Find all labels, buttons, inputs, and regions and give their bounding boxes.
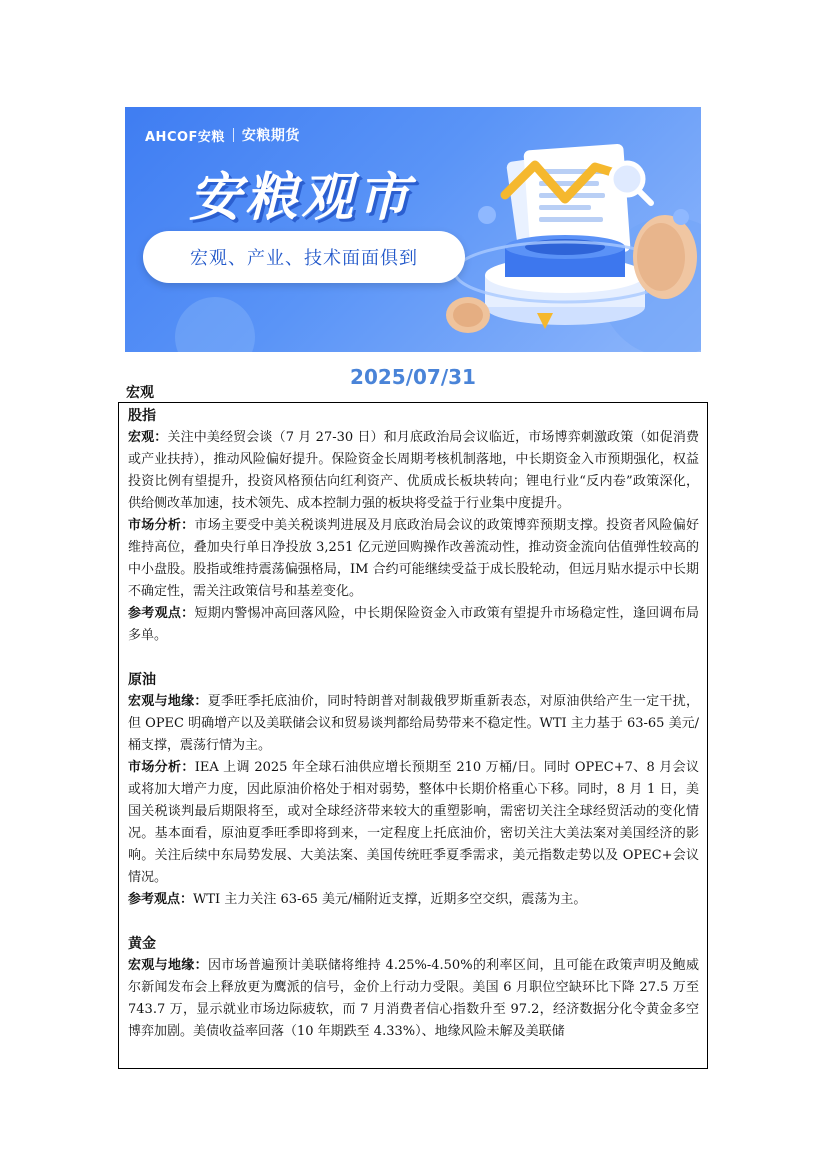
logo-text: AHCOF安粮 (145, 129, 225, 145)
paragraph-label: 市场分析： (128, 518, 195, 533)
paragraph (128, 691, 699, 757)
header-banner (125, 107, 701, 352)
banner-title: 安粮观市 (189, 168, 414, 228)
block-spacer (128, 911, 699, 933)
paragraph-label: 市场分析： (128, 760, 195, 775)
block-spacer (128, 647, 699, 669)
paragraph-text: 短期内警惕冲高回落风险，中长期保险资金入市政策有望提升市场稳定性，逢回调布局多单。 (128, 606, 699, 643)
banner-subtitle: 宏观、产业、技术面面俱到 (143, 231, 465, 283)
paragraph-text: 市场主要受中美关税谈判进展及月底政治局会议的政策博弈预期支撑。投资者风险偏好维持高位，叠加央行单日净投放 3,251 亿元逆回购操作改善流动性，推动资金流向估值弹性较高的中小盘股。股指或维持震荡偏强格局，IM 合约可能继续受益于成长股轮动，但远月贴水提示中长期不确定性，需关注政策信号和基差变化。 (128, 518, 699, 599)
paragraph-text: IEA 上调 2025 年全球石油供应增长预期至 210 万桶/日。同时 OPEC+7、8 月会议或将加大增产力度，因此原油价格处于相对弱势，整体中长期价格重心下移。同时，8 月 1 日，美国关税谈判最后期限将至，或对全球经济带来较大的重塑影响，需密切关注全球经贸活动的变化情况。基本面看，原油夏季旺季即将到来，一定程度上托底油价，密切关注大美法案对美国经济的影响。关注后续中东局势发展、大美法案、美国传统旺季夏季需求，美元指数走势以及 OPEC+会议情况。 (128, 760, 699, 885)
paragraph (128, 515, 699, 603)
section-title: 宏观 (126, 385, 154, 401)
block-heading: 黄金 (128, 936, 156, 952)
paragraph (128, 955, 699, 1043)
logo-divider (233, 128, 234, 142)
paragraph (128, 757, 699, 889)
block-heading: 股指 (128, 408, 156, 424)
paragraph-text: 关注中美经贸会谈（7 月 27-30 日）和月底政治局会议临近，市场博弈刺激政策（如促消费或产业扶持），推动风险偏好提升。保险资金长周期考核机制落地，中长期资金入市预期强化，权益投资比例有望提升，投资风格预估向红利资产、优质成长板块转向；锂电行业“反内卷”政策深化，供给侧改革加速，技术领先、成本控制力强的板块将受益于行业集中度提升。 (128, 430, 699, 511)
paragraph (128, 603, 699, 647)
paragraph-label: 宏观与地缘： (128, 694, 208, 709)
paragraph-text: 夏季旺季托底油价，同时特朗普对制裁俄罗斯重新表态，对原油供给产生一定干扰，但 OPEC 明确增产以及美联储会议和贸易谈判都给局势带来不稳定性。WTI 主力基于 63-65 美元/桶支撑，震荡行情为主。 (128, 694, 699, 753)
company-logo (145, 125, 300, 145)
paragraph-text: 因市场普遍预计美联储将维持 4.25%-4.50%的利率区间，且可能在政策声明及鲍威尔新闻发布会上释放更为鹰派的信号，金价上行动力受限。美国 6 月职位空缺环比下降 27.5 万至 743.7 万，显示就业市场边际疲软，而 7 月消费者信心指数升至 97.2，经济数据分化令黄金多空博弈加剧。美债收益率回落（10 年期跌至 4.33%）、地缘风险未解及美联储 (128, 958, 699, 1039)
paragraph-label: 宏观与地缘： (128, 958, 208, 973)
block-heading: 原油 (128, 672, 156, 688)
paragraph (128, 427, 699, 515)
report-date: 2025/07/31 (350, 365, 476, 389)
paragraph-label: 宏观： (128, 430, 168, 445)
paragraph-label: 参考观点： (128, 892, 194, 907)
paragraph-text: WTI 主力关注 63-65 美元/桶附近支撑，近期多空交织，震荡为主。 (193, 892, 587, 907)
paragraph (128, 889, 699, 911)
brand-name: 安粮期货 (241, 128, 300, 144)
content-box (118, 402, 708, 1069)
paragraph-label: 参考观点： (128, 606, 195, 621)
